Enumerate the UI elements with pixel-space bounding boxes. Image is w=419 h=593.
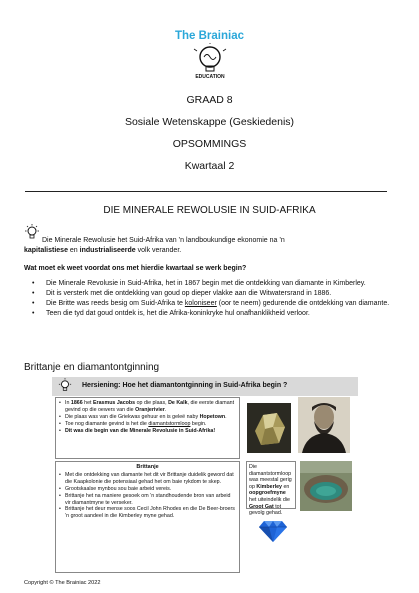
intro-keyword-capitalist: kapitalistiese [24,246,68,254]
subject-title: Sosiale Wetenskappe (Geskiedenis) [124,116,295,128]
list-item: • Dit is versterk met die ontdekking van goud op dieper vlakke aan die Witwatersrand in 1886. [28,289,392,298]
list-item: • Teen die tyd dat goud ontdek is, het die Afrika-koninkryke hul onafhanklikheid verloor. [28,309,392,318]
list-item: • Toe nog diamante gevind is het die diamantstormloop begin. [59,421,236,428]
intro-text-b4: volk verander. [135,246,182,254]
intro-text-a: Die Minerale Rewolusie het Suid-Afrika van ’n landboukundige ekonomie na ’n [42,237,285,244]
divider [25,191,387,192]
list-item: • Brittanje het na maniere gesoek om ’n standhoudende bron van arbeid vir diamantmyne te verseker. [59,493,236,507]
lightbulb-logo-icon [191,43,229,85]
discovery-box [55,397,240,459]
list-item: • Dit was die begin van die Minerale Revolusie in Suid-Afrika! [59,428,236,435]
logo-text: EDUCATION [195,74,225,80]
review-title: Hersiening: Hoe het diamantontginning in Suid-Afrika begin ? [82,382,288,389]
document-type: OPSOMMINGS [172,138,247,150]
key-points-list [28,279,392,319]
brand-name: The Brainiac [174,30,245,42]
diamond-icon [258,519,288,543]
bullet-text: (oor te neem) gedurende die ontdekking van diamante. [216,299,390,307]
lightbulb-icon [58,378,72,394]
raw-diamond-photo [247,403,291,453]
bullet-text: Die Britte was reeds besig om Suid-Afrika te [46,299,185,307]
diamond-rush-box: Die diamantstormloop was meestal gerig op Kimberley en oopgroefmyne het uiteindelik die Groot Gat tot gevolg gehad. [246,461,296,509]
list-item: • Die plaas was van die Griekwas gehuur en is geleë naby Hopetown. [59,414,236,421]
britain-box [55,461,240,573]
list-item [28,299,392,308]
list-item: • Met die ontdekking van diamante het dit vir Brittanje duidelik geword dat die Kaapkolonie die potensiaal gehad het om baie rykdom te skep. [59,472,236,486]
grade-title: GRAAD 8 [186,94,233,106]
intro-text-b2: en [67,246,80,254]
subheading: Brittanje en diamantontginning [24,362,160,373]
big-hole-photo [300,461,352,511]
intro-question: Wat moet ek weet voordat ons met hierdie kwartaal se werk begin? [24,265,247,272]
list-item: • Brittanje het deur mense soos Cecil John Rhodes en die De Beer-broers ’n groot aandeel in die Kimberley myne gehad. [59,506,236,520]
keyword-colonise: koloniseer [184,299,217,307]
list-item: • In 1866 het Erasmus Jacobs op die plaas, De Kalk, die eerste diamant gevind op die oewers van die Oranjerivier. [59,400,236,414]
copyright: Copyright © The Brainiac 2022 [24,580,101,586]
intro-keyword-industrialised: industrialiseerde [79,246,136,254]
list-item: • Grootskaalse mynbou sou baie arbeid vereis. [59,486,236,493]
britain-box-title: Brittanje [136,464,159,470]
term-title: Kwartaal 2 [184,160,235,172]
portrait-photo [298,397,350,453]
intro-paragraph [24,236,394,255]
section-title: DIE MINERALE REWOLUSIE IN SUID-AFRIKA [103,205,316,216]
list-item: • Die Minerale Revolusie in Suid-Afrika, het in 1867 begin met die ontdekking van diamante in Kimberley. [28,279,392,288]
